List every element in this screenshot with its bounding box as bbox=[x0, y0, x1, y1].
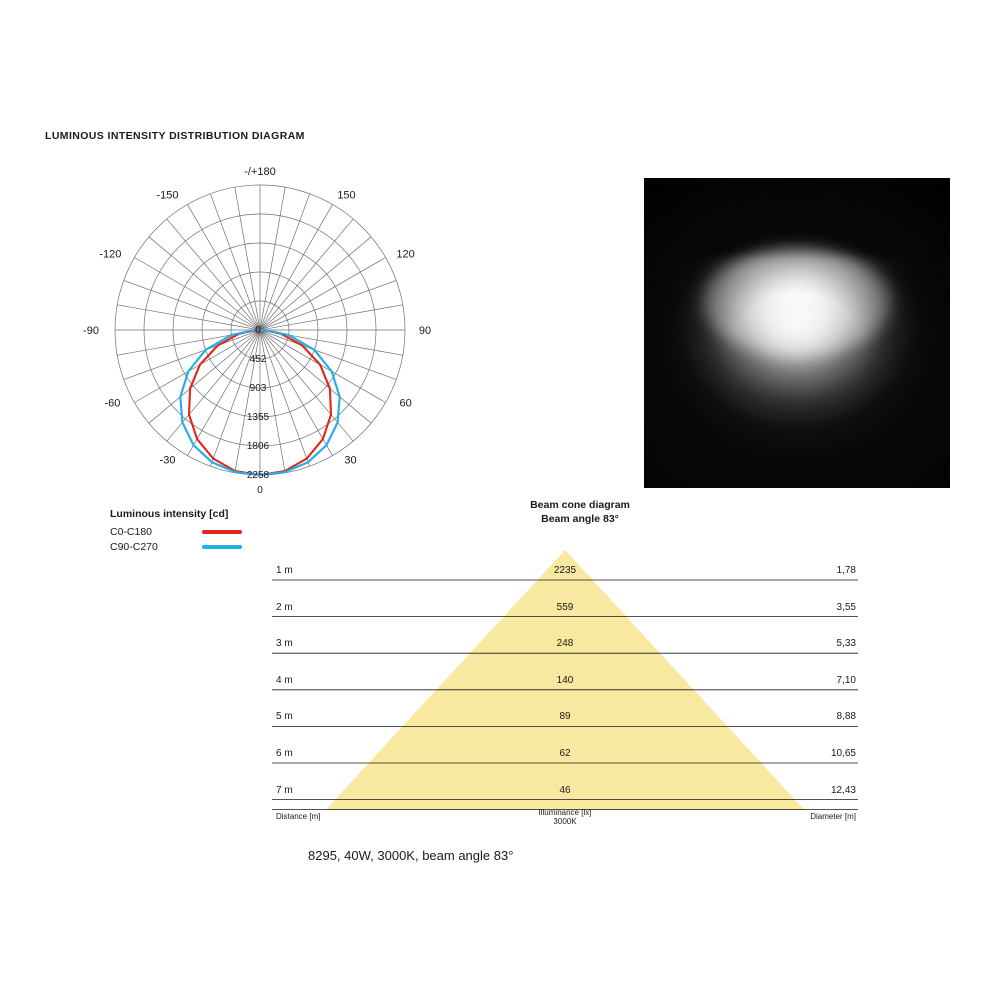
beam-cone-title: Beam cone diagram bbox=[530, 499, 630, 511]
beam-photo bbox=[644, 178, 950, 488]
polar-angle-label: -150 bbox=[156, 189, 179, 202]
polar-angle-label: -120 bbox=[99, 248, 122, 261]
polar-ring-label: 903 bbox=[249, 383, 267, 394]
cone-row-distance: 6 m bbox=[276, 748, 293, 759]
cone-row-diameter: 7,10 bbox=[836, 674, 856, 686]
cone-row-illuminance: 46 bbox=[559, 784, 571, 796]
cone-row-illuminance: 62 bbox=[559, 748, 571, 759]
polar-angle-label: 90 bbox=[418, 325, 432, 337]
cone-row-diameter: 5,33 bbox=[836, 638, 856, 650]
cone-row-distance: 2 m bbox=[276, 601, 293, 613]
polar-angle-label: 60 bbox=[399, 397, 412, 410]
cone-row-illuminance: 89 bbox=[559, 711, 571, 723]
column-header-distance: Distance [m] bbox=[276, 812, 321, 821]
cone-row-diameter: 12,43 bbox=[830, 784, 856, 796]
cone-row-distance: 3 m bbox=[276, 638, 293, 650]
photo-vignette bbox=[644, 178, 950, 488]
polar-bottom-label: 0 bbox=[257, 485, 263, 496]
polar-angle-label: -60 bbox=[104, 397, 121, 410]
legend-item-c0-c180 bbox=[110, 524, 242, 539]
cone-row-diameter: 3,55 bbox=[836, 601, 856, 613]
column-header-illuminance bbox=[505, 808, 625, 826]
polar-ring-label: 1806 bbox=[246, 441, 270, 452]
cone-row-illuminance: 2235 bbox=[553, 565, 577, 576]
cone-row-distance: 4 m bbox=[276, 674, 293, 686]
polar-angle-label: -30 bbox=[159, 454, 176, 467]
polar-angle-label: 120 bbox=[396, 248, 415, 261]
legend-title: Luminous intensity [cd] bbox=[110, 508, 229, 520]
cone-row-distance: 5 m bbox=[276, 711, 293, 723]
beam-angle-text: Beam angle 83° bbox=[541, 513, 619, 525]
polar-ring-label: 0 bbox=[255, 325, 261, 336]
column-header-illuminance-line1: Illuminance [lx] bbox=[538, 808, 592, 817]
polar-angle-label: -/+180 bbox=[244, 166, 276, 178]
cone-row-diameter: 8,88 bbox=[836, 711, 856, 723]
polar-angle-label: 150 bbox=[337, 189, 356, 202]
polar-ring-label: 1355 bbox=[246, 412, 270, 423]
product-caption: 8295, 40W, 3000K, beam angle 83° bbox=[308, 848, 514, 863]
cone-row-illuminance: 140 bbox=[556, 674, 574, 686]
polar-intensity-diagram bbox=[60, 160, 460, 500]
polar-ring-label: 2258 bbox=[246, 470, 270, 481]
beam-cone-header bbox=[430, 498, 730, 526]
column-header-diameter: Diameter [m] bbox=[810, 812, 856, 821]
cone-row-diameter: 1,78 bbox=[836, 565, 856, 576]
legend-swatch-c0-c180 bbox=[202, 530, 242, 534]
legend bbox=[110, 508, 242, 554]
beam-cone-diagram bbox=[272, 550, 858, 830]
cone-row-distance: 1 m bbox=[276, 565, 293, 576]
page-title: LUMINOUS INTENSITY DISTRIBUTION DIAGRAM bbox=[45, 130, 305, 142]
cone-row-distance: 7 m bbox=[276, 784, 293, 796]
polar-angle-label: -90 bbox=[83, 325, 99, 337]
polar-angle-label: 30 bbox=[344, 454, 357, 467]
legend-label-c0-c180: C0-C180 bbox=[110, 525, 153, 538]
cone-row-illuminance: 559 bbox=[556, 601, 574, 613]
polar-ring-label: 452 bbox=[249, 354, 267, 365]
column-header-illuminance-line2: 3000K bbox=[553, 817, 577, 826]
cone-row-diameter: 10,65 bbox=[830, 748, 856, 759]
cone-row-illuminance: 248 bbox=[556, 638, 574, 650]
legend-label-c90-c270: C90-C270 bbox=[110, 540, 158, 553]
legend-item-c90-c270 bbox=[110, 539, 242, 554]
legend-swatch-c90-c270 bbox=[202, 545, 242, 549]
